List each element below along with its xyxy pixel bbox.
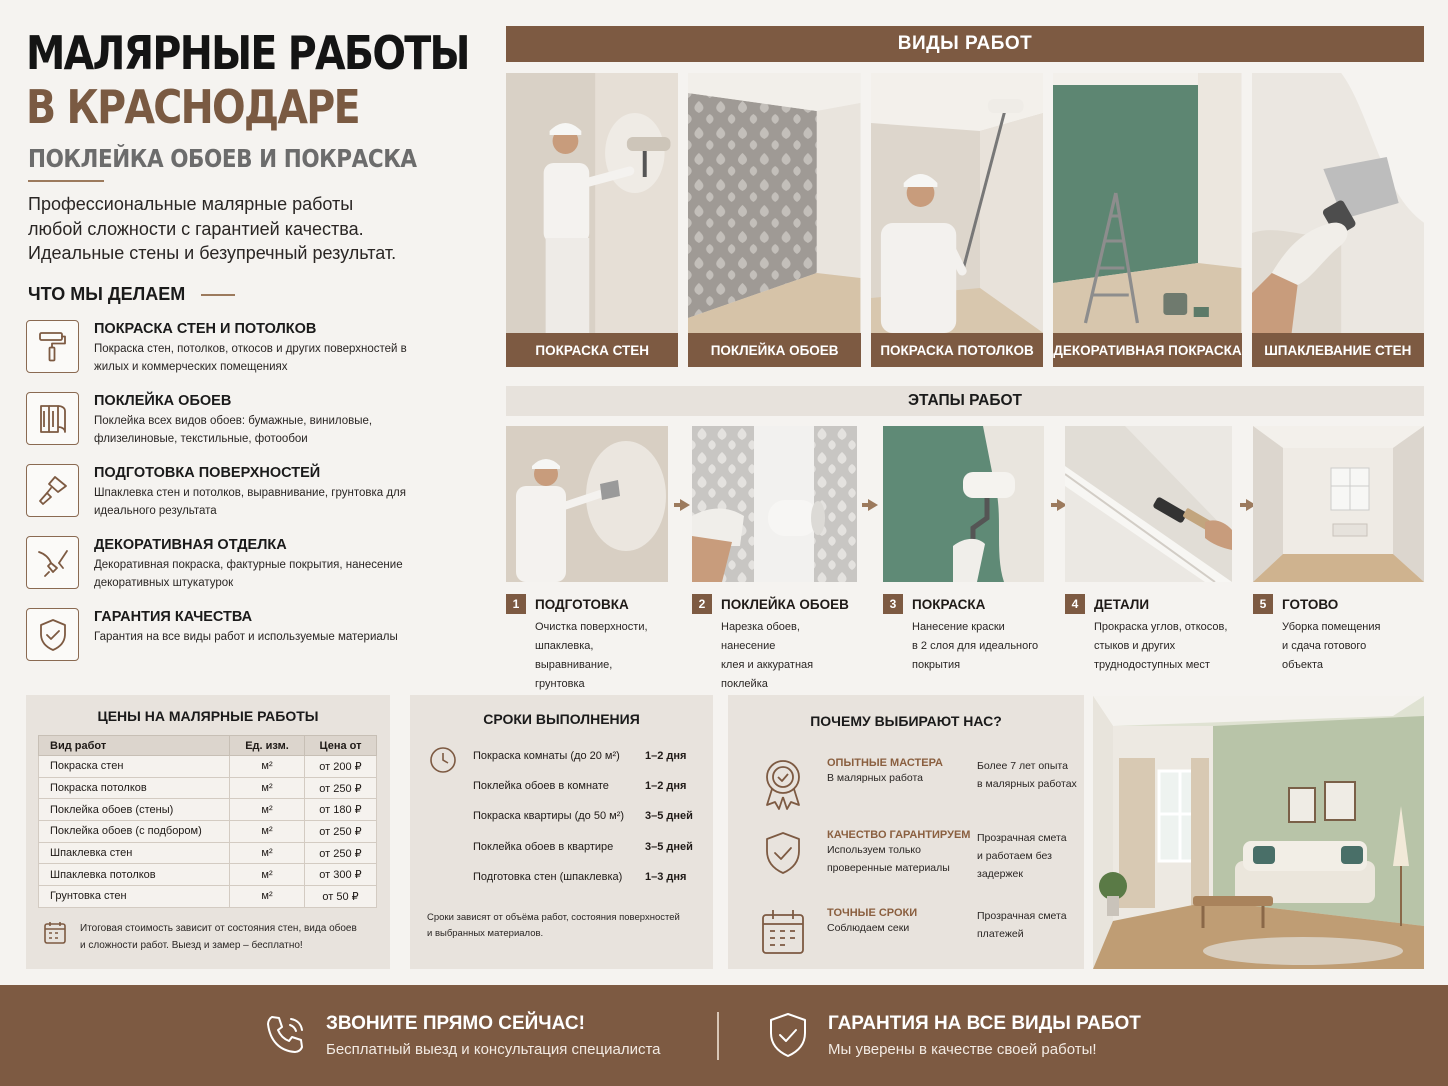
service-desc: Гарантия на все виды работ и используемые материалы xyxy=(94,631,398,643)
footer-call-desc: Бесплатный выезд и консультация специалиста xyxy=(326,1040,661,1058)
why-title: КАЧЕСТВО ГАРАНТИРУЕМ xyxy=(827,829,971,841)
why-item xyxy=(760,757,1077,811)
service-title: ГАРАНТИЯ КАЧЕСТВА xyxy=(94,609,253,625)
price-note xyxy=(42,920,390,954)
award-medal-icon xyxy=(760,757,806,811)
brush-icon xyxy=(26,536,79,589)
heading-divider xyxy=(201,294,235,296)
stage-title: ПОКРАСКА xyxy=(912,596,986,612)
term-time: 1–2 дня xyxy=(645,780,687,793)
arrow-right-icon xyxy=(868,499,878,511)
types-gallery xyxy=(506,73,1424,367)
col-header: Ед. изм. xyxy=(230,736,305,756)
list-item xyxy=(428,801,713,831)
why-extra: Прозрачная смета и работаем без задержек xyxy=(977,832,1067,880)
stage-desc: Нанесение краски в 2 слоя для идеального покрытия xyxy=(912,621,1039,671)
term-task: Поклейка обоев в комнате xyxy=(473,780,609,793)
spatula-icon xyxy=(26,464,79,517)
cell: Покраска стен xyxy=(39,756,230,778)
table-row xyxy=(39,864,377,886)
painter-walls-photo xyxy=(506,73,678,333)
prices-panel xyxy=(26,695,390,969)
type-caption: ДЕКОРАТИВНАЯ ПОКРАСКА xyxy=(1053,333,1241,367)
paint-roller-icon xyxy=(26,320,79,373)
stage-number: 1 xyxy=(506,594,526,614)
service-desc: Шпаклевка стен и потолков, выравнивание, грунтовка для идеального результата xyxy=(94,487,406,517)
stage-number: 5 xyxy=(1253,594,1273,614)
cell: м² xyxy=(230,821,305,843)
price-note-text: Итоговая стоимость зависит от состояния стен, вида обоев и сложности работ. Выезд и замер – бесплатно! xyxy=(80,922,357,951)
types-heading: ВИДЫ РАБОТ xyxy=(506,26,1424,62)
cell: Шпаклевка стен xyxy=(39,842,230,864)
service-item xyxy=(26,464,486,536)
term-time: 3–5 дней xyxy=(645,810,693,823)
stage-wallpaper-photo xyxy=(692,426,857,582)
stages-heading: ЭТАПЫ РАБОТ xyxy=(506,386,1424,416)
wallpaper-room-photo xyxy=(688,73,860,333)
service-title: ПОДГОТОВКА ПОВЕРХНОСТЕЙ xyxy=(94,465,321,481)
type-card xyxy=(688,73,860,367)
page-title-line2: В КРАСНОДАРЕ xyxy=(26,80,359,134)
stage-number: 2 xyxy=(692,594,712,614)
stage-desc: Очистка поверхности, шпаклевка, выравнивание, грунтовка xyxy=(535,621,648,690)
service-title: ДЕКОРАТИВНАЯ ОТДЕЛКА xyxy=(94,537,287,553)
stage-title: ГОТОВО xyxy=(1282,596,1339,612)
stage-number: 4 xyxy=(1065,594,1085,614)
cell: от 250 ₽ xyxy=(305,842,377,864)
stage-prep-photo xyxy=(506,426,668,582)
cell: от 250 ₽ xyxy=(305,821,377,843)
table-row xyxy=(39,756,377,778)
footer-guarantee-desc: Мы уверены в качестве своей работы! xyxy=(828,1040,1097,1058)
services-list xyxy=(26,320,486,680)
what-we-do-heading xyxy=(28,284,235,305)
cell: Шпаклевка потолков xyxy=(39,864,230,886)
footer-call-title: ЗВОНИТЕ ПРЯМО СЕЙЧАС! xyxy=(326,1012,585,1034)
table-row xyxy=(39,777,377,799)
clock-icon xyxy=(428,745,458,775)
terms-note: Сроки зависят от объёма работ, состояния поверхностей и выбранных материалов. xyxy=(427,911,680,939)
terms-list xyxy=(428,741,713,892)
calculator-icon xyxy=(42,920,68,946)
footer-banner xyxy=(0,985,1448,1086)
table-header-row xyxy=(39,736,377,756)
stage-number: 3 xyxy=(883,594,903,614)
prices-heading: ЦЕНЫ НА МАЛЯРНЫЕ РАБОТЫ xyxy=(97,708,319,724)
why-extra: Прозрачная смета платежей xyxy=(977,910,1067,940)
stage-desc: Нарезка обоев, нанесение клея и аккуратная поклейка xyxy=(721,621,814,690)
list-item xyxy=(428,862,713,892)
term-task: Поклейка обоев в квартире xyxy=(473,840,614,853)
term-time: 1–3 дня xyxy=(645,870,687,883)
type-caption: ПОКРАСКА СТЕН xyxy=(506,333,678,367)
cell: м² xyxy=(230,777,305,799)
subtitle-divider xyxy=(28,180,104,182)
service-desc: Поклейка всех видов обоев: бумажные, виниловые, флизелиновые, текстильные, фотообои xyxy=(94,415,373,445)
stage-title: ПОДГОТОВКА xyxy=(535,596,629,612)
stage-details-photo xyxy=(1065,426,1232,582)
shield-check-icon xyxy=(764,1011,812,1059)
col-header: Вид работ xyxy=(39,736,230,756)
stage-desc: Прокраска углов, откосов, стыков и других труднодоступных мест xyxy=(1094,621,1228,671)
footer-guarantee-block xyxy=(764,1011,1141,1059)
cell: от 50 ₽ xyxy=(305,886,377,908)
cell: м² xyxy=(230,799,305,821)
why-desc: Соблюдаем секи xyxy=(827,922,910,934)
why-us-heading: ПОЧЕМУ ВЫБИРАЮТ НАС? xyxy=(810,713,1002,729)
type-caption: ПОКРАСКА ПОТОЛКОВ xyxy=(871,333,1043,367)
why-us-panel xyxy=(728,695,1084,969)
list-item xyxy=(428,832,713,862)
cell: от 180 ₽ xyxy=(305,799,377,821)
type-caption: ПОКЛЕЙКА ОБОЕВ xyxy=(688,333,860,367)
phone-icon xyxy=(262,1011,310,1059)
service-item xyxy=(26,608,486,680)
intro-line: любой сложности с гарантией качества. xyxy=(28,218,364,239)
list-item xyxy=(428,771,713,801)
table-row xyxy=(39,799,377,821)
stage-painting-photo xyxy=(883,426,1044,582)
cell: м² xyxy=(230,756,305,778)
why-item xyxy=(760,907,1067,961)
stage-done-photo xyxy=(1253,426,1424,582)
service-item xyxy=(26,392,486,464)
term-task: Подготовка стен (шпаклевка) xyxy=(473,870,623,883)
why-extra: Более 7 лет опыта в малярных работах xyxy=(977,760,1077,790)
terms-panel xyxy=(410,695,713,969)
cell: Грунтовка стен xyxy=(39,886,230,908)
cell: Покраска потолков xyxy=(39,777,230,799)
stages-list xyxy=(506,426,1424,690)
intro-line: Идеальные стены и безупречный результат. xyxy=(28,243,397,263)
intro-text xyxy=(28,192,488,266)
why-desc: В малярных работа xyxy=(827,772,923,784)
cell: от 200 ₽ xyxy=(305,756,377,778)
col-header: Цена от xyxy=(305,736,377,756)
what-we-do-label: ЧТО МЫ ДЕЛАЕМ xyxy=(28,284,186,304)
cell: м² xyxy=(230,842,305,864)
table-row xyxy=(39,886,377,908)
page-title-line1: МАЛЯРНЫЕ РАБОТЫ xyxy=(26,26,469,80)
why-item xyxy=(760,829,1067,883)
term-time: 3–5 дней xyxy=(645,840,693,853)
plastering-photo xyxy=(1252,73,1424,333)
term-task: Покраска квартиры (до 50 м²) xyxy=(473,810,625,823)
type-card xyxy=(871,73,1043,367)
page-subtitle: ПОКЛЕЙКА ОБОЕВ И ПОКРАСКА xyxy=(28,144,417,173)
footer-call-block xyxy=(262,1011,661,1059)
list-item xyxy=(428,741,713,771)
prices-table xyxy=(38,735,377,908)
wallpaper-roll-icon xyxy=(26,392,79,445)
why-desc: Используем только проверенные материалы xyxy=(827,844,950,874)
footer-guarantee-title: ГАРАНТИЯ НА ВСЕ ВИДЫ РАБОТ xyxy=(828,1012,1141,1034)
cell: м² xyxy=(230,886,305,908)
arrow-right-icon xyxy=(680,499,690,511)
type-card xyxy=(506,73,678,367)
type-caption: ШПАКЛЕВАНИЕ СТЕН xyxy=(1252,333,1424,367)
intro-line: Профессиональные малярные работы xyxy=(28,194,354,214)
term-task: Покраска комнаты (до 20 м²) xyxy=(473,750,620,763)
stage-item xyxy=(883,426,1044,675)
stage-item xyxy=(1253,426,1424,675)
stage-title: ПОКЛЕЙКА ОБОЕВ xyxy=(721,596,849,612)
cell: м² xyxy=(230,864,305,886)
stage-desc: Уборка помещения и сдача готового объекта xyxy=(1282,621,1381,671)
painter-ceiling-photo xyxy=(871,73,1043,333)
shield-check-icon xyxy=(26,608,79,661)
service-item xyxy=(26,536,486,608)
decorative-wall-photo xyxy=(1053,73,1241,333)
cell: от 300 ₽ xyxy=(305,864,377,886)
cell: от 250 ₽ xyxy=(305,777,377,799)
finished-room-photo xyxy=(1093,696,1424,969)
footer-divider xyxy=(717,1012,719,1060)
service-desc: Покраска стен, потолков, откосов и других поверхностей в жилых и коммерческих помещениях xyxy=(94,343,407,373)
stage-title: ДЕТАЛИ xyxy=(1094,596,1150,612)
stage-item xyxy=(1065,426,1232,675)
type-card xyxy=(1053,73,1241,367)
terms-heading: СРОКИ ВЫПОЛНЕНИЯ xyxy=(483,711,640,727)
service-desc: Декоративная покраска, фактурные покрытия, нанесение декоративных штукатурок xyxy=(94,559,403,589)
cell: Поклейка обоев (с подбором) xyxy=(39,821,230,843)
stage-item xyxy=(506,426,668,694)
type-card xyxy=(1252,73,1424,367)
service-title: ПОКРАСКА СТЕН И ПОТОЛКОВ xyxy=(94,321,317,337)
calendar-icon xyxy=(760,907,806,961)
table-row xyxy=(39,821,377,843)
term-time: 1–2 дня xyxy=(645,750,687,763)
service-title: ПОКЛЕЙКА ОБОЕВ xyxy=(94,393,232,409)
service-item xyxy=(26,320,486,392)
table-row xyxy=(39,842,377,864)
why-title: ТОЧНЫЕ СРОКИ xyxy=(827,907,918,919)
shield-check-icon xyxy=(760,829,806,883)
cell: Поклейка обоев (стены) xyxy=(39,799,230,821)
stage-item xyxy=(692,426,857,694)
why-title: ОПЫТНЫЕ МАСТЕРА xyxy=(827,757,943,769)
